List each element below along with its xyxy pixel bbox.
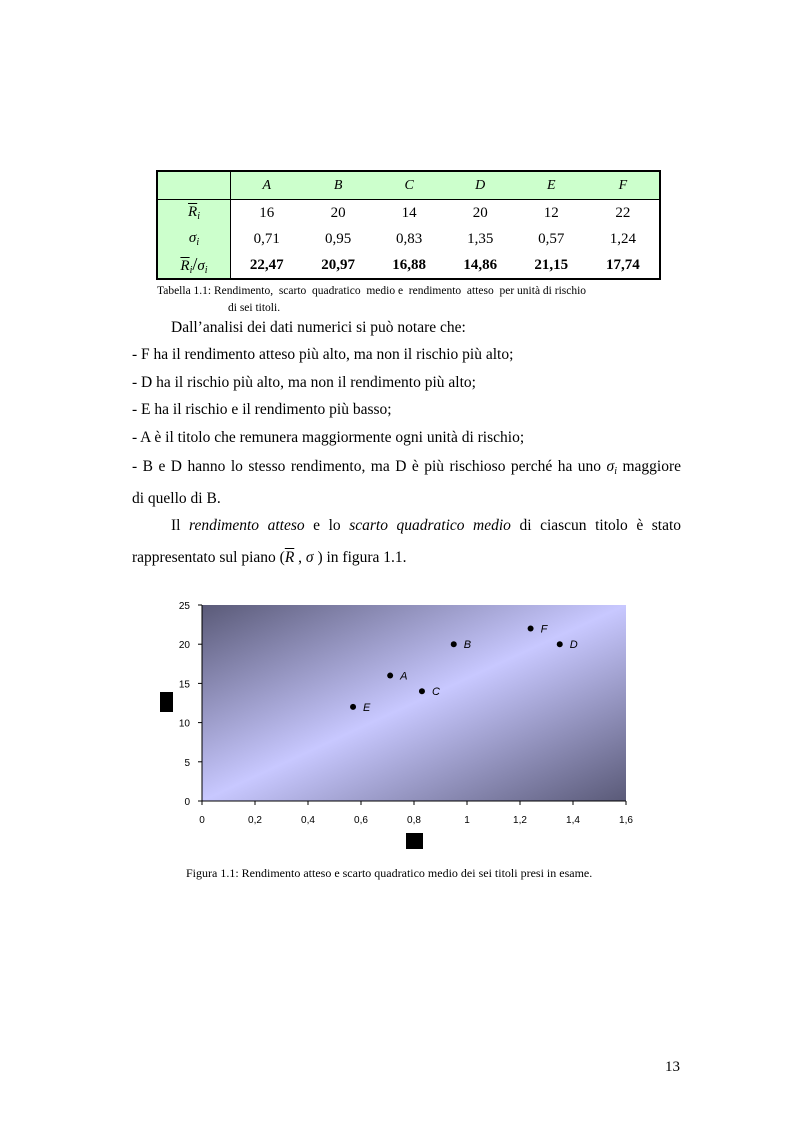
table-row [157, 200, 660, 227]
y-axis-label-marker [160, 692, 173, 712]
data-point-label-d: D [569, 639, 578, 652]
y-tick-label: 0 [184, 797, 190, 808]
data-point-f [528, 626, 534, 632]
row-label-return: $\overline{R}_i$ [157, 200, 231, 227]
table-row [157, 252, 660, 279]
table-cell: 16,88 [392, 256, 427, 273]
x-tick-label: 1 [464, 815, 470, 826]
x-tick-label: 1,4 [566, 815, 580, 826]
table-header-d: D [445, 171, 516, 200]
table-header-row [157, 171, 660, 200]
table-header-b: B [303, 171, 374, 200]
table-cell: 22 [615, 204, 631, 221]
bullet-item-a: - A è il titolo che remunera maggiormente ogni unità di rischio; [132, 429, 525, 446]
y-tick-label: 15 [178, 679, 190, 691]
bullet-item-e: - E ha il rischio e il rendimento più basso; [132, 401, 392, 418]
intro-paragraph: Dall’analisi dei dati numerici si può notare che: [171, 319, 466, 336]
x-tick-label: 0,6 [354, 815, 368, 826]
figure-caption: Figura 1.1: Rendimento atteso e scarto quadratico medio dei sei titoli presi in esame. [186, 866, 593, 880]
table-corner-cell [157, 171, 231, 200]
data-point-label-a: A [400, 670, 408, 683]
table-cell: 1,35 [467, 230, 494, 247]
table-cell: 0,95 [325, 230, 352, 247]
data-point-label-b: B [463, 639, 472, 652]
table-cell: 0,57 [538, 230, 565, 247]
y-tick-label: 10 [178, 718, 190, 730]
table-cell: 12 [543, 204, 559, 221]
bullet-item-bd: - B e D hanno lo stesso rendimento, ma D è più rischioso perché ha uno $\sigma_i$ maggiore [132, 458, 682, 477]
table-header-f: F [587, 171, 660, 200]
table-cell: 0,83 [396, 230, 423, 247]
row-label-sigma: $\sigma_i$ [157, 226, 231, 252]
table-cell: 14,86 [463, 256, 498, 273]
table-cell: 20,97 [321, 256, 355, 273]
x-axis-label-marker [406, 833, 423, 849]
table-cell: 22,47 [249, 256, 284, 273]
table-cell: 16 [259, 204, 275, 221]
paragraph-representation-cont: rappresentato sul piano ($\overline{R}$ , σ ) in figura 1.1. [132, 549, 407, 566]
bullet-item-bd-cont: di quello di B. [132, 490, 221, 507]
bullet-item-d: - D ha il rischio più alto, ma non il rendimento più alto; [132, 374, 476, 391]
table-cell: 20 [472, 204, 488, 221]
table-header-c: C [374, 171, 445, 200]
x-tick-label: 0 [199, 815, 205, 826]
bullet-item-f: - F ha il rendimento atteso più alto, ma non il rischio più alto; [132, 346, 514, 363]
y-tick-label: 25 [178, 601, 190, 612]
x-tick-label: 1,6 [619, 815, 633, 826]
table-cell: 14 [401, 204, 417, 221]
data-point-label-c: C [431, 686, 440, 699]
data-point-c [419, 688, 425, 694]
data-point-b [451, 641, 457, 647]
row-label-ratio: $\overline{R}_i/\sigma_i$ [157, 252, 231, 279]
table-cell: 20 [330, 204, 346, 221]
table-header-a: A [231, 171, 303, 200]
table-cell: 17,74 [606, 256, 640, 273]
data-table [156, 170, 661, 280]
data-point-e [350, 704, 356, 710]
x-tick-label: 0,8 [407, 815, 421, 826]
table-cell: 21,15 [534, 256, 569, 273]
y-tick-label: 20 [178, 640, 190, 652]
table-cell: 0,71 [253, 230, 280, 247]
y-tick-label: 5 [184, 757, 190, 769]
table-row [157, 226, 660, 252]
x-tick-label: 0,2 [248, 815, 262, 826]
table-cell: 1,24 [609, 230, 637, 247]
plot-area [202, 605, 626, 801]
x-tick-label: 0,4 [301, 815, 315, 826]
data-point-d [557, 641, 563, 647]
data-point-a [387, 673, 393, 679]
data-point-label-f: F [540, 623, 548, 636]
paragraph-representation: Il rendimento atteso e lo scarto quadratico medio di ciascun titolo è stato [171, 517, 682, 534]
table-caption-line1: Tabella 1.1: Rendimento, scarto quadratico medio e rendimento atteso per unità di rischio [157, 285, 587, 297]
x-tick-label: 1,2 [513, 815, 527, 826]
table-header-e: E [516, 171, 587, 200]
scatter-chart [160, 595, 640, 855]
data-point-label-e: E [363, 701, 371, 714]
page-number: 13 [665, 1059, 680, 1075]
table-caption-line2: di sei titoli. [228, 302, 281, 314]
